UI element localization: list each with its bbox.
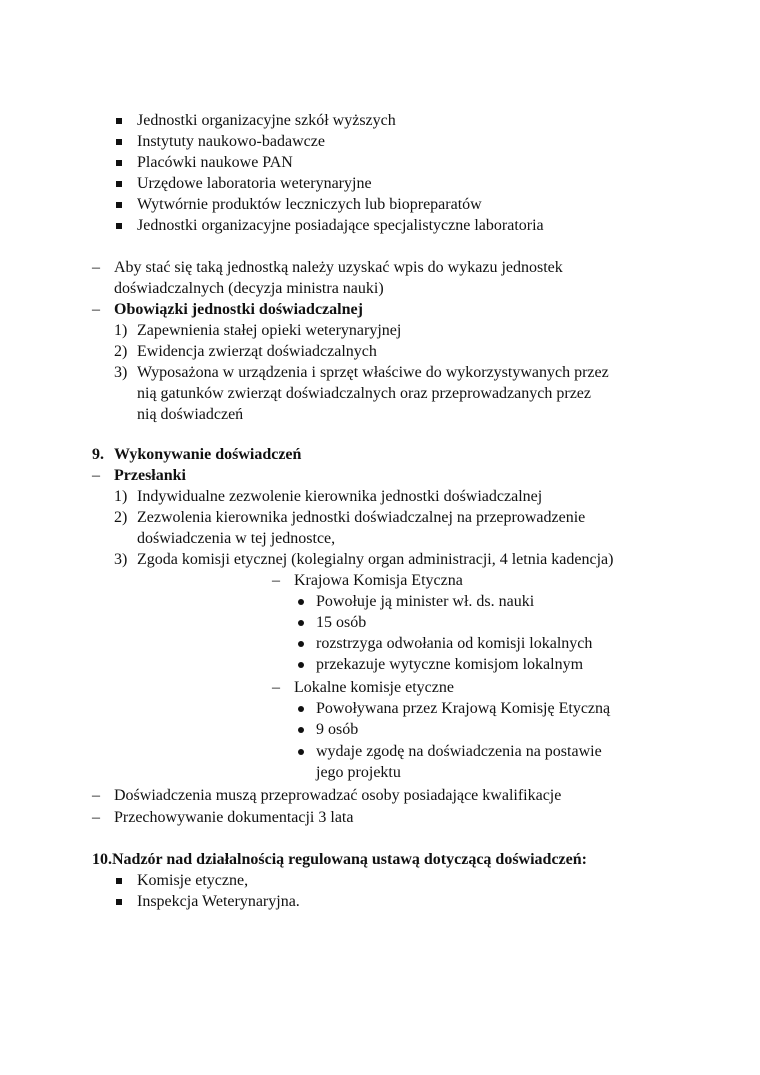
list-number: 1) (114, 488, 128, 505)
list-item: 9 osób (316, 721, 359, 738)
list-number: 1) (114, 322, 128, 339)
list-item: Wyposażona w urządzenia i sprzęt właściwe do wykorzystywanych przez (137, 364, 609, 381)
list-item: Ewidencja zwierząt doświadczalnych (137, 343, 377, 360)
list-item: wydaje zgodę na doświadczenia na postawie (316, 743, 602, 760)
list-item: 15 osób (316, 614, 367, 631)
dash-marker: – (92, 259, 100, 276)
paragraph-line: Doświadczenia muszą przeprowadzać osoby posiadające kwalifikacje (114, 787, 562, 804)
list-item: Powołuje ją minister wł. ds. nauki (316, 593, 535, 610)
list-item: Urzędowe laboratoria weterynaryjne (137, 175, 372, 192)
list-item: jego projektu (316, 764, 401, 781)
list-item: Powoływana przez Krajową Komisję Etyczną (316, 700, 611, 717)
list-item: Zezwolenia kierownika jednostki doświadczalnej na przeprowadzenie (137, 509, 586, 526)
bullet-dot-icon (298, 620, 304, 626)
list-number: 2) (114, 343, 128, 360)
list-number: 2) (114, 509, 128, 526)
list-number: 3) (114, 551, 128, 568)
square-bullet-icon (116, 899, 122, 905)
dash-marker: – (92, 787, 100, 804)
list-item: doświadczenia w tej jednostce, (137, 530, 336, 547)
bullet-dot-icon (298, 706, 304, 712)
square-bullet-icon (116, 223, 122, 229)
square-bullet-icon (116, 139, 122, 145)
paragraph-line: doświadczalnych (decyzja ministra nauki) (114, 280, 384, 297)
section-number: 9. (92, 446, 104, 463)
list-item: rozstrzyga odwołania od komisji lokalnych (316, 635, 593, 652)
dash-marker: – (92, 301, 100, 318)
list-item: Jednostki organizacyjne szkół wyższych (137, 112, 396, 129)
committee-title: Krajowa Komisja Etyczna (294, 572, 463, 589)
bullet-dot-icon (298, 749, 304, 755)
duties-heading: Obowiązki jednostki doświadczalnej (114, 301, 363, 318)
list-item: Inspekcja Weterynaryjna. (137, 893, 300, 910)
square-bullet-icon (116, 160, 122, 166)
square-bullet-icon (116, 181, 122, 187)
section-heading: 10.Nadzór nad działalnością regulowaną ustawą dotyczącą doświadczeń: (92, 851, 587, 868)
paragraph-line: Aby stać się taką jednostką należy uzyskać wpis do wykazu jednostek (114, 259, 563, 276)
list-item: Wytwórnie produktów leczniczych lub biopreparatów (137, 196, 482, 213)
list-item: przekazuje wytyczne komisjom lokalnym (316, 656, 584, 673)
list-item: Instytuty naukowo-badawcze (137, 133, 325, 150)
bullet-dot-icon (298, 641, 304, 647)
square-bullet-icon (116, 878, 122, 884)
list-item: Komisje etyczne, (137, 872, 249, 889)
dash-marker: – (272, 679, 280, 696)
section-title: Wykonywanie doświadczeń (114, 446, 302, 463)
bullet-dot-icon (298, 599, 304, 605)
list-item: Jednostki organizacyjne posiadające specjalistyczne laboratoria (137, 217, 544, 234)
dash-marker: – (92, 809, 100, 826)
premises-heading: Przesłanki (114, 467, 186, 484)
list-item: nią doświadczeń (137, 406, 244, 423)
square-bullet-icon (116, 118, 122, 124)
list-item: nią gatunków zwierząt doświadczalnych oraz przeprowadzanych przez (137, 385, 591, 402)
list-item: Zapewnienia stałej opieki weterynaryjnej (137, 322, 402, 339)
list-item: Zgoda komisji etycznej (kolegialny organ administracji, 4 letnia kadencja) (137, 551, 614, 568)
dash-marker: – (272, 572, 280, 589)
square-bullet-icon (116, 202, 122, 208)
paragraph-line: Przechowywanie dokumentacji 3 lata (114, 809, 354, 826)
bullet-dot-icon (298, 727, 304, 733)
committee-title: Lokalne komisje etyczne (294, 679, 454, 696)
list-item: Indywidualne zezwolenie kierownika jednostki doświadczalnej (137, 488, 543, 505)
list-number: 3) (114, 364, 128, 381)
list-item: Placówki naukowe PAN (137, 154, 293, 171)
dash-marker: – (92, 467, 100, 484)
bullet-dot-icon (298, 662, 304, 668)
